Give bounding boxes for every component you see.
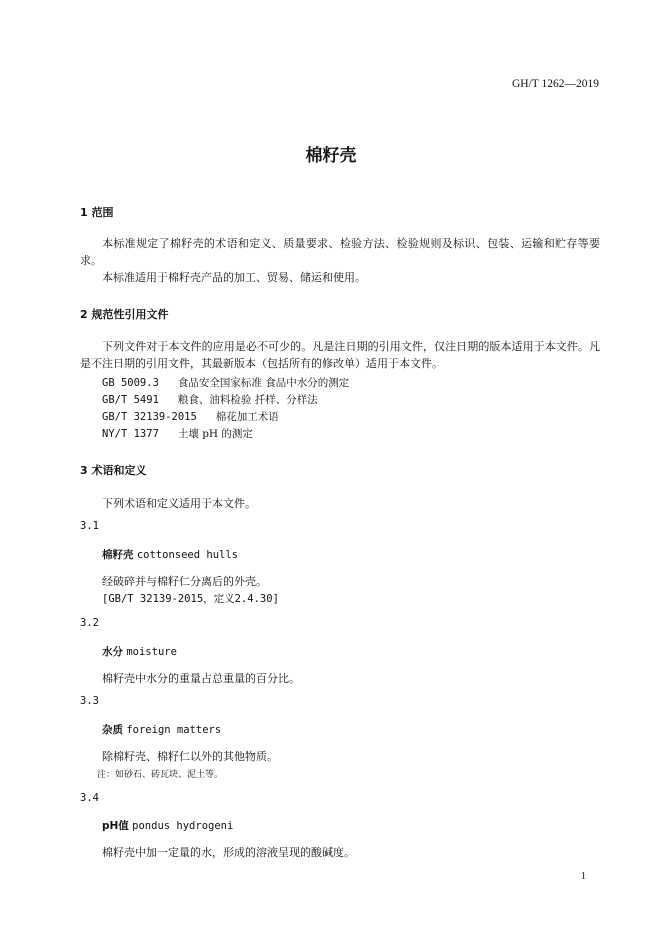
term-name <box>102 547 238 562</box>
section-3-heading: 3 术语和定义 <box>80 464 147 477</box>
term-definition: 除棉籽壳、棉籽仁以外的其他物质。 <box>102 750 278 763</box>
reference-title: 粮食、油料检验 扦样、分样法 <box>177 394 318 406</box>
reference-code: NY/T 1377 <box>102 428 159 440</box>
reference-title: 食品安全国家标准 食品中水分的测定 <box>177 377 350 389</box>
term-note: 注：如砂石、砖瓦块、泥土等。 <box>97 770 224 780</box>
term-name <box>102 722 221 737</box>
standard-code: GH/T 1262—2019 <box>512 78 599 90</box>
term-en: pondus hydrogeni <box>132 820 234 832</box>
scope-paragraph-2: 本标准适用于棉籽壳产品的加工、贸易、储运和使用。 <box>102 271 366 284</box>
term-name <box>102 818 233 833</box>
page-number: 1 <box>581 871 586 882</box>
term-number: 3.2 <box>80 617 99 629</box>
term-source: [GB/T 32139-2015，定义2.4.30] <box>102 593 279 605</box>
document-title: 棉籽壳 <box>305 146 357 166</box>
term-definition: 经破碎并与棉籽仁分离后的外壳。 <box>102 575 267 588</box>
term-definition: 棉籽壳中加一定量的水，形成的溶液呈现的酸碱度。 <box>102 846 355 859</box>
reference-item <box>102 426 253 441</box>
reference-code: GB/T 32139-2015 <box>102 411 197 423</box>
reference-item <box>102 375 349 390</box>
reference-title: 棉花加工术语 <box>215 411 279 423</box>
term-name <box>102 644 177 659</box>
term-en: cottonseed hulls <box>136 549 238 561</box>
term-zh: 水分 <box>102 646 123 658</box>
term-definition: 棉籽壳中水分的重量占总重量的百分比。 <box>102 672 300 685</box>
term-zh: 杂质 <box>102 724 123 736</box>
term-number: 3.1 <box>80 520 99 532</box>
scope-paragraph-1: 本标准规定了棉籽壳的术语和定义、质量要求、检验方法、检验规则及标识、包装、运输和贮存等要求。 <box>80 237 600 267</box>
reference-code: GB 5009.3 <box>102 377 159 389</box>
reference-title: 土壤 pH 的测定 <box>177 428 253 440</box>
term-en: moisture <box>126 646 177 658</box>
term-number: 3.4 <box>80 792 99 804</box>
section-2-heading: 2 规范性引用文件 <box>80 308 169 321</box>
terms-intro: 下列术语和定义适用于本文件。 <box>102 497 256 510</box>
section-1-heading: 1 范围 <box>80 206 114 219</box>
term-en: foreign matters <box>126 724 222 736</box>
term-zh: pH值 <box>102 820 129 832</box>
reference-item <box>102 409 279 424</box>
reference-code: GB/T 5491 <box>102 394 159 406</box>
term-number: 3.3 <box>80 695 99 707</box>
normative-paragraph: 下列文件对于本文件的应用是必不可少的。凡是注日期的引用文件，仅注日期的版本适用于本文件。凡是不注日期的引用文件，其最新版本（包括所有的修改单）适用于本文件。 <box>80 340 600 370</box>
term-zh: 棉籽壳 <box>102 549 134 561</box>
reference-item <box>102 392 318 407</box>
